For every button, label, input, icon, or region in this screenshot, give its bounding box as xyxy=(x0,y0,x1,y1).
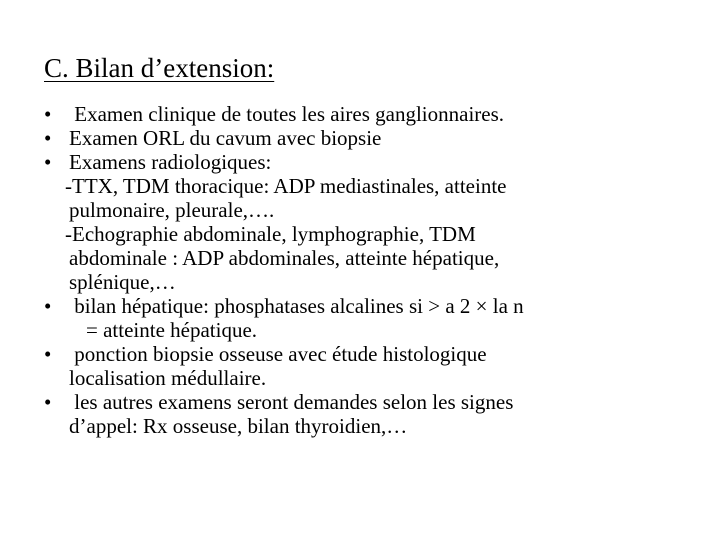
item-text: Examen clinique de toutes les aires ganglionnaires. xyxy=(69,102,505,126)
item-continuation: = atteinte hépatique. xyxy=(86,318,258,342)
bullet-icon: • xyxy=(44,342,52,366)
sub-item-text: splénique,… xyxy=(69,270,176,294)
item-text: bilan hépatique: phosphatases alcalines si > a 2 × la n xyxy=(69,294,524,318)
list-item xyxy=(44,390,704,438)
list-item xyxy=(44,150,704,294)
list-item xyxy=(44,126,704,150)
bullet-icon: • xyxy=(44,126,52,150)
item-continuation: d’appel: Rx osseuse, bilan thyroidien,… xyxy=(69,414,408,438)
bullet-icon: • xyxy=(44,150,52,174)
bullet-icon: • xyxy=(44,390,52,414)
list-item xyxy=(44,102,704,126)
list-item xyxy=(44,294,704,342)
bullet-list xyxy=(44,102,704,438)
item-text: ponction biopsie osseuse avec étude histologique xyxy=(69,342,487,366)
sub-item-text: -TTX, TDM thoracique: ADP mediastinales, atteinte xyxy=(65,174,507,198)
slide-title: C. Bilan d’extension: xyxy=(44,53,275,83)
item-text: les autres examens seront demandes selon les signes xyxy=(69,390,514,414)
bullet-icon: • xyxy=(44,102,52,126)
item-text: Examens radiologiques: xyxy=(69,150,272,174)
sub-item-text: -Echographie abdominale, lymphographie, TDM xyxy=(65,222,476,246)
list-item xyxy=(44,342,704,390)
sub-item-text: abdominale : ADP abdominales, atteinte hépatique, xyxy=(69,246,500,270)
bullet-icon: • xyxy=(44,294,52,318)
item-text: Examen ORL du cavum avec biopsie xyxy=(69,126,382,150)
item-continuation: localisation médullaire. xyxy=(69,366,267,390)
sub-item-text: pulmonaire, pleurale,…. xyxy=(69,198,275,222)
